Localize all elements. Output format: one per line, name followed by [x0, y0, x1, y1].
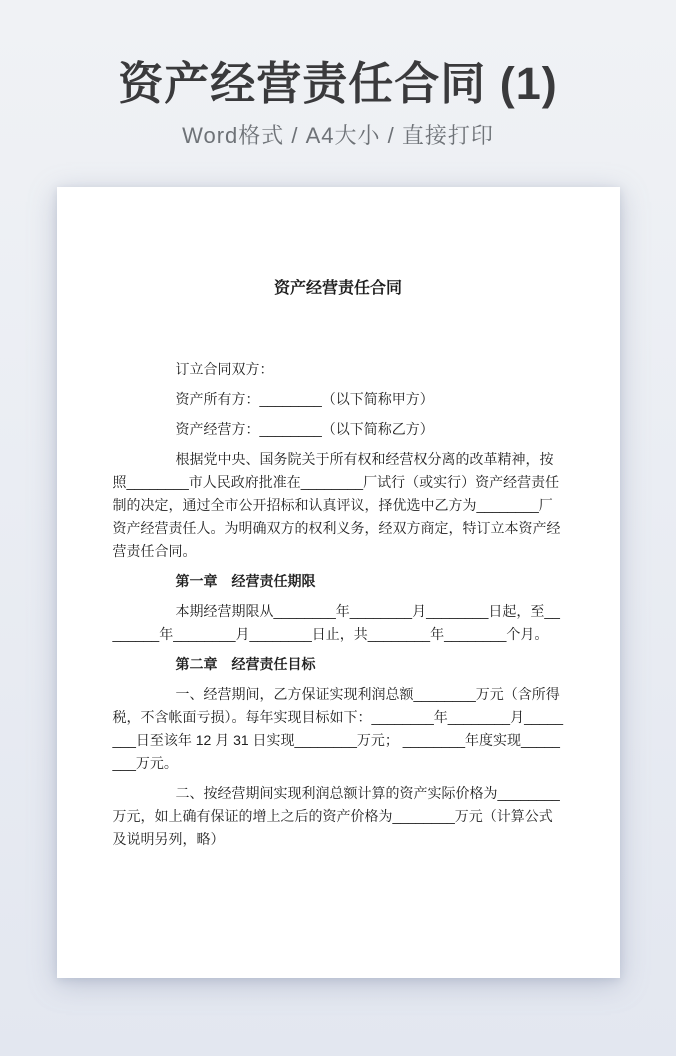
paragraph: 订立合同双方： — [175, 361, 274, 378]
section-heading: 第一章 经营责任期限 — [175, 573, 316, 590]
page-header — [0, 0, 676, 150]
paragraph: 根据党中央、国务院关于所有权和经营权分离的改革精神，按照________市人民政府批准在________厂试行（或实行）资产经营责任制的决定，通过全市公开招标和认真评议，择优选中乙方为________厂资产经营责任人。为明确双方的权利义务，经双方商定，特订立本资产经营责任合同。 — [112, 451, 561, 560]
page-title: 资产经营责任合同 (1) — [118, 58, 558, 109]
document-title: 资产经营责任合同 — [273, 280, 402, 298]
paragraph: 二、按经营期间实现利润总额计算的资产实际价格为________万元，如上确有保证的增上之后的资产价格为________万元（计算公式及说明另列，略） — [112, 785, 560, 848]
paragraph: 一、经营期间，乙方保证实现利润总额________万元（含所得税，不含帐面亏损）。每年实现目标如下：________年________月________日至该年 12 月 31 日实现________万元； ________年度实现________万元。 — [112, 686, 564, 772]
document-body — [113, 358, 564, 851]
page-subtitle: Word格式 / A4大小 / 直接打印 — [182, 123, 494, 149]
paragraph: 本期经营期限从________年________月________日起，至________年________月________日止，共________年________个月。 — [112, 603, 560, 643]
paragraph: 资产经营方：________（以下简称乙方） — [175, 421, 434, 438]
paragraph: 资产所有方：________（以下简称甲方） — [175, 391, 434, 408]
document-paper-preview — [57, 187, 620, 978]
section-heading: 第二章 经营责任目标 — [175, 656, 316, 673]
